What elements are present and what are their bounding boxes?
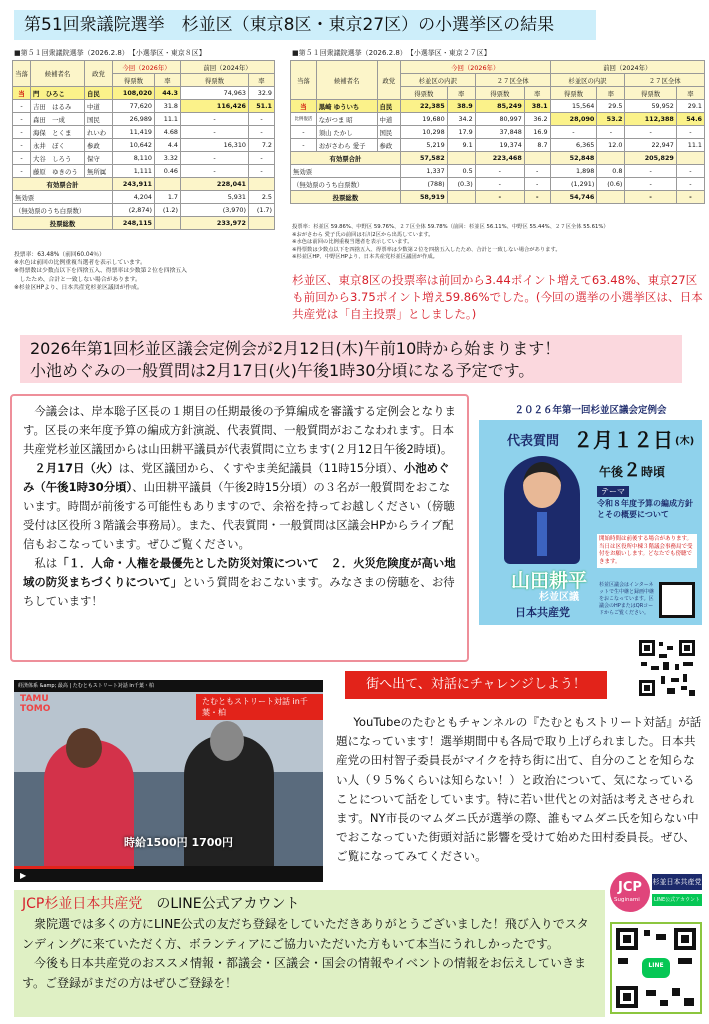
table-row: - 藤原 ゆきのう 無所属 1,111 0.46 - - bbox=[13, 165, 275, 178]
interviewer-figure bbox=[44, 740, 134, 870]
table-row: - 森田 一成 国民 26,989 11.1 - - bbox=[13, 113, 275, 126]
table-row: 比例復活 ながつま 昭 中道 19,680 34.2 80,997 36.2 28,090 53.2 112,388 54.6 bbox=[291, 113, 705, 126]
play-icon[interactable]: ▶ bbox=[20, 871, 27, 880]
session-info-box: 今議会は、岸本聡子区長の１期目の任期最後の予算編成を審議する定例会となります。区長の来年度予算の編成方針演説、代表質問、一般質問がおこなわれます。日本共産党杉並区議団からは山田耕平議員が代表質問に立ちます(２月12日午後2時頃)。 ２月17日（火）は、党区議団から、くすやま美紀議員（11時15分頃）、小池めぐみ（午後1時30分頃）、山田耕平議員（午後2時15分頃）の３名が一般質問をおこないます。時間が前後する可能性もありますので、余裕を持ってお越しください（傍聴受付は区役所３階議会事務局）。また、代表質問・一般質問は区議会HPからライブ配信もおこなっています。ぜひご覧ください。 私は「１．人命・人権を最優先とした防災対策について ２．火災危険度が高い地域の防災まちづくりについて」という質問をおこないます。みなさまの傍聴を、お待ちしています！ bbox=[10, 394, 469, 662]
table-row: 投票総数 58,919 - - 54,746 - - bbox=[291, 191, 705, 204]
table-row: 投票総数 248,115 233,972 bbox=[13, 217, 275, 230]
youtube-video-thumbnail[interactable]: 経済体系 &amp; 最高 | たむともストリート対話 in千葉・柏 TAMU TOMO たむともストリート対話 in千葉・柏 時給1500円 1700円 ▶ bbox=[14, 680, 323, 882]
right-table-notes: 投票率：杉並区 59.86%、中野区 59.76%、２７区全体 59.78%（前回：杉並区 56.11%、中野区 55.44%、２７区全体 55.61%） ※おがさわら 愛子氏の前回は石川2区から出馬しています。 ※水色は前回の比例重複当選者を表示しています。 ※得票数は少数点以下を四捨五入、得票率は少数第２位を四捨五入したため、合計と一致しない場合があります。 ※杉並区HP、中野区HPより、日本共産党杉並区議団が作成。 bbox=[292, 224, 609, 261]
line-qr-code-icon[interactable]: LINE bbox=[610, 922, 702, 1014]
table-row: - 吉田 はるみ 中道 77,620 31.8 116,426 51.1 bbox=[13, 100, 275, 113]
district27-results-table: 当落 候補者名 政党 今回（2026年） 前回（2024年） 杉並区の内訳 ２７区全体 杉並区の内訳 ２７区全体 得票数 率 得票数 率 得票数 率 得票数 率 当 黒崎 ゆういち 自民 22,385 38.9 85,249 38.1 15,564 29.5 59,952 29.1 比例復活 ながつま 昭 中道 19,680 34.2 80,997 36.2 28,090 53.2 112,388 54.6 - 須山 たかし 国民 10,298 17.9 37,848 16.9 - - - - - おがさわら 愛子 参政 5,219 9.1 19,374 8.7 6,365 12.0 22,947 11.1 有効票合計 57,582 223,468 52,848 205,829 無効票 1,337 0.5 - - 1,898 0.8 - - （無効票のうち白票数） (788) (0.3) - - (1,291) (0.6) - - 投票総数 58,919 - - 54,746 - - bbox=[290, 60, 705, 204]
table-row: - 大谷 しろう 保守 8,110 3.32 - - bbox=[13, 152, 275, 165]
left-table-caption: ■第５１回衆議院選挙（2026.2.8） 【小選挙区・東京８区】 bbox=[14, 49, 206, 57]
candidate-photo bbox=[504, 456, 580, 564]
representative-question-poster: ２０２６年第一回杉並区議会定例会 代表質問 ２月１２日 (木) 午後２時頃 テーマ 令和８年度予算の編成方針とその概要について 開始時間は前後する場合があります。当日は区役所中棟３階議会事務局で受付をお願いします。どなたでも傍聴できます。 山田耕平 杉並区議 日本共産党 杉並区議会はインターネットで生中継と録画中継をおこなっています。区議会のHPまたはQRコードからご覧ください。 bbox=[479, 402, 702, 625]
turnout-summary: 杉並区、東京8区の投票率は前回から3.44ポイント増えて63.48%、東京27区も前回から3.75ポイント増え59.86%でした。(今回の選挙の小選挙区は、日本共産党は「自主投票」としました。) bbox=[292, 273, 703, 321]
line-account-box: JCP杉並日本共産党 のLINE公式アカウント 衆院選では多くの方にLINE公式の友だち登録をしていただきありがとうございました！飛び入りでスタンディングに来ていただく方、ボランティアにご協力いただいた方もいて本当にうれしかったです。 今後も日本共産党のおススメ情報・都議会・区議会・国会の情報やイベントの情報をお伝えしていきます。ご登録がまだの方はぜひご登録を！ bbox=[14, 890, 605, 1017]
table-row: - 永井 ぼく 参政 10,642 4.4 16,310 7.2 bbox=[13, 139, 275, 152]
video-controls[interactable] bbox=[14, 866, 323, 882]
table-row: （無効票のうち白票数） (788) (0.3) - - (1,291) (0.6) - - bbox=[291, 178, 705, 191]
street-dialogue-text: YouTubeのたむともチャンネルの『たむともストリート対話』が話題になっています！選挙期間中も各局で取り上げられました。日本共産党の田村智子委員長がマイクを持ち街に出て、自分のことを知らない人（９５%くらいは知らない！）と政治について、気になっていることについて話をしています。特に若い世代との対話は考えさせられます。NY市長のマムダニ氏が選挙の際、誰もマムダニ氏を知らない中でおこなっていた街頭対話に影響を受けて始めた田村委員長。ぜひ、ご覧になってみてください。 bbox=[336, 715, 702, 864]
qr-code-icon[interactable] bbox=[637, 638, 697, 698]
table-row: （無効票のうち白票数） (2,874) (1.2) (3,970) (1.7) bbox=[13, 204, 275, 217]
table-row: 無効票 4,204 1.7 5,931 2.5 bbox=[13, 191, 275, 204]
district8-results-table: 当落 候補者名 政党 今回（2026年） 前回（2024年） 得票数 率 得票数 率 当 門 ひろこ 自民 108,020 44.3 74,963 32.9 - 吉田 はるみ 中道 77,620 31.8 116,426 51.1 - 森田 一成 国民 26,989 11.1 - - - 海保 とくま れいわ 11,419 4.68 - - - 永井 ぼく 参政 10,642 4.4 16,310 7.2 - 大谷 しろう 保守 8,110 3.32 - - - 藤原 ゆきのう 無所属 1,111 0.46 - - 有効票合計 243,911 228,041 無効票 4,204 1.7 5,931 2.5 （無効票のうち白票数） (2,874) (1.2) (3,970) (1.7) 投票総数 248,115 233,972 bbox=[12, 60, 275, 230]
table-row: 無効票 1,337 0.5 - - 1,898 0.8 - - bbox=[291, 165, 705, 178]
table-row: 有効票合計 57,582 223,468 52,848 205,829 bbox=[291, 152, 705, 165]
right-table-caption: ■第５１回衆議院選挙（2026.2.8） 【小選挙区・東京２７区】 bbox=[292, 49, 491, 57]
qr-code-icon[interactable] bbox=[659, 582, 695, 618]
table-row: - 海保 とくま れいわ 11,419 4.68 - - bbox=[13, 126, 275, 139]
session-banner: 2026年第1回杉並区議会定例会が2月12日(木)午前10時から始まります！ 小池めぐみの一般質問は2月17日(火)午後1時30分頃になる予定です。 bbox=[20, 335, 682, 383]
table-row: - おがさわら 愛子 参政 5,219 9.1 19,374 8.7 6,365 12.0 22,947 11.1 bbox=[291, 139, 705, 152]
page-title: 第51回衆議院選挙 杉並区（東京8区・東京27区）の小選挙区の結果 bbox=[14, 10, 596, 40]
street-dialogue-heading: 街へ出て、対話にチャレンジしよう！ bbox=[345, 671, 607, 699]
table-row: - 須山 たかし 国民 10,298 17.9 37,848 16.9 - - - - bbox=[291, 126, 705, 139]
table-row: 当 門 ひろこ 自民 108,020 44.3 74,963 32.9 bbox=[13, 87, 275, 100]
left-table-notes: 投票率：63.48%（前回60.04％） ※水色は前回の比例重複当選者を表示しています。 ※得票数は少数点以下を四捨五入、得票率は少数第２位を四捨五入 したため、合計と一致しない場合があります。 ※杉並区HPより、日本共産党杉並区議団が作成。 bbox=[14, 252, 187, 291]
jcp-line-logo: JCP Suginami 杉並日本共産党 LINE公式アカウント bbox=[610, 870, 702, 914]
table-row: 当 黒崎 ゆういち 自民 22,385 38.9 85,249 38.1 15,564 29.5 59,952 29.1 bbox=[291, 100, 705, 113]
table-row: 有効票合計 243,911 228,041 bbox=[13, 178, 275, 191]
